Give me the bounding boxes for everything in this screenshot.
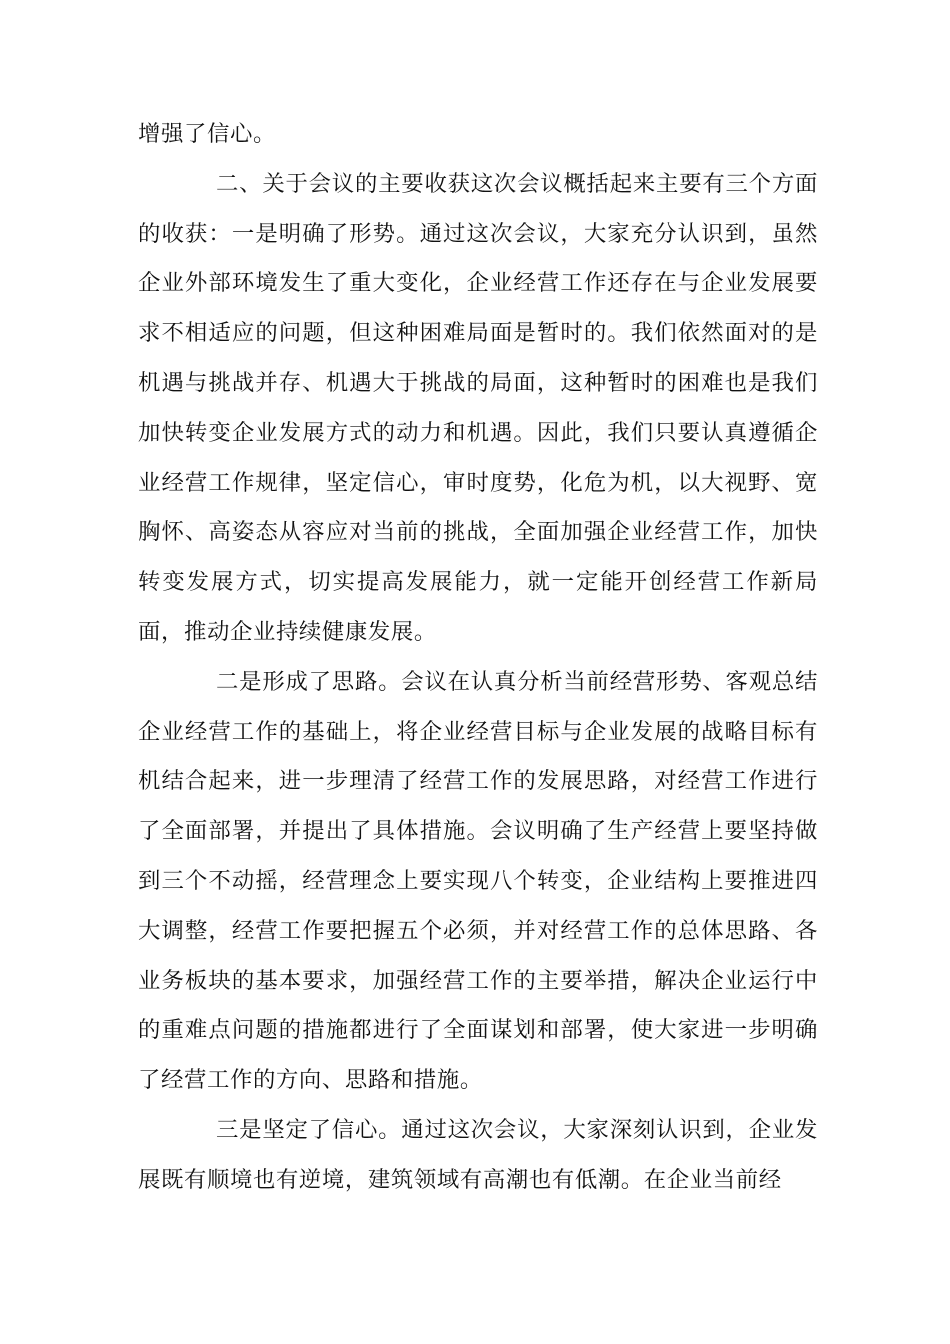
paragraph-main-gains: 二、关于会议的主要收获这次会议概括起来主要有三个方面的收获：一是明确了形势。通过这次会议，大家充分认识到，虽然企业外部环境发生了重大变化，企业经营工作还存在与企业发展要求不相适应的问题，但这种困难局面是暂时的。我们依然面对的是机遇与挑战并存、机遇大于挑战的局面，这种暂时的困难也是我们加快转变企业发展方式的动力和机遇。因此，我们只要认真遵循企业经营工作规律，坚定信心，审时度势，化危为机，以大视野、宽胸怀、高姿态从容应对当前的挑战，全面加强企业经营工作，加快转变发展方式，切实提高发展能力，就一定能开创经营工作新局面，推动企业持续健康发展。 bbox=[138, 170, 818, 645]
body-text bbox=[138, 110, 818, 1206]
paragraph-continuation: 增强了信心。 bbox=[138, 121, 276, 147]
paragraph-confidence: 三是坚定了信心。通过这次会议，大家深刻认识到，企业发展既有顺境也有逆境，建筑领域有高潮也有低潮。在企业当前经 bbox=[138, 1116, 818, 1193]
paragraph-ideas: 二是形成了思路。会议在认真分析当前经营形势、客观总结企业经营工作的基础上，将企业经营目标与企业发展的战略目标有机结合起来，进一步理清了经营工作的发展思路，对经营工作进行了全面部署，并提出了具体措施。会议明确了生产经营上要坚持做到三个不动摇，经营理念上要实现八个转变，企业结构上要推进四大调整，经营工作要把握五个必须，并对经营工作的总体思路、各业务板块的基本要求，加强经营工作的主要举措，解决企业运行中的重难点问题的措施都进行了全面谋划和部署，使大家进一步明确了经营工作的方向、思路和措施。 bbox=[138, 668, 818, 1094]
